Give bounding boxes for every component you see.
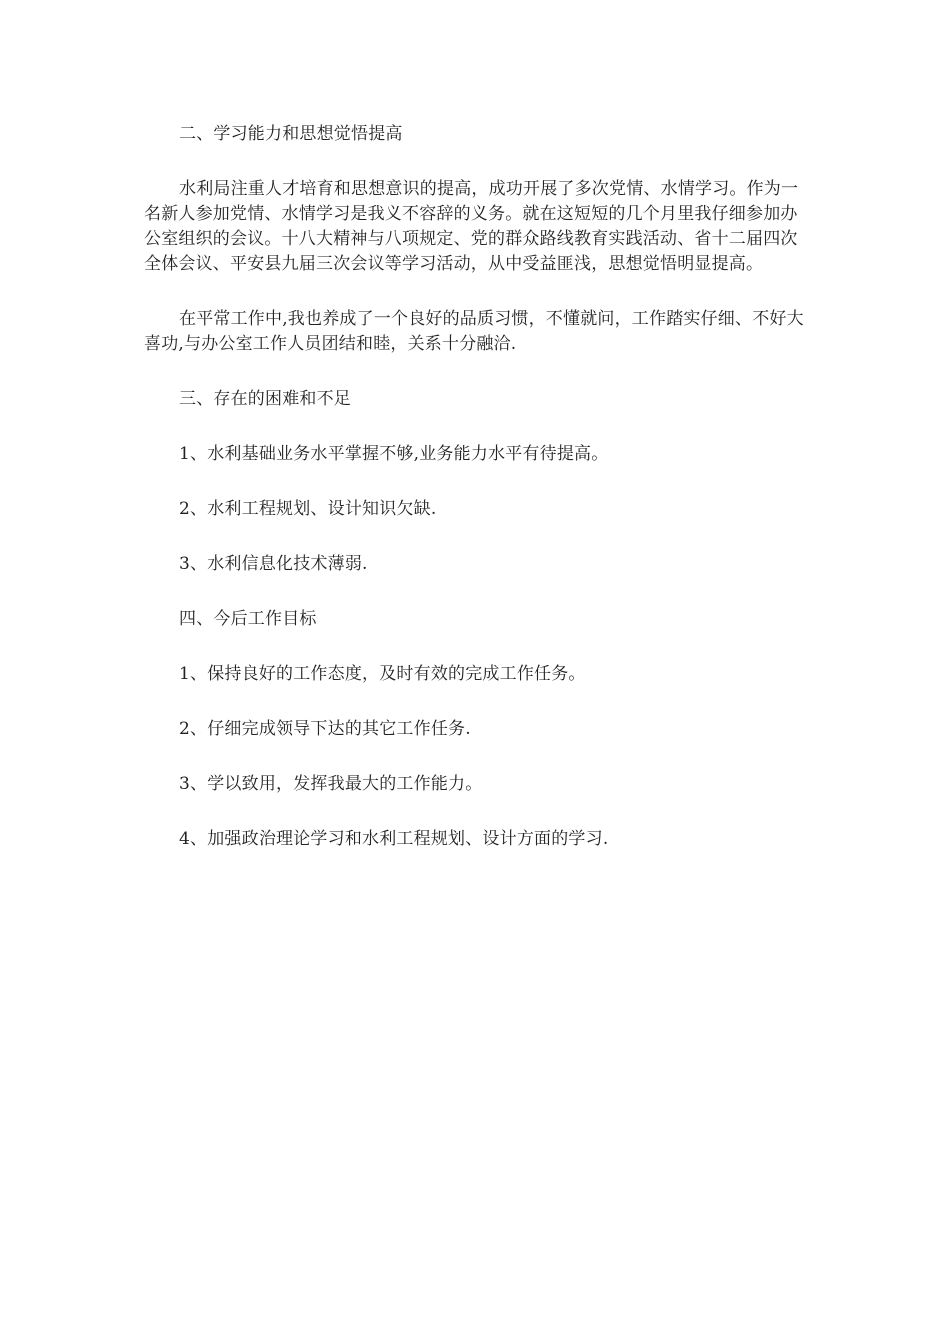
goal-item-2: 2、仔细完成领导下达的其它工作任务. [179,719,471,739]
goal-item-4: 4、加强政治理论学习和水利工程规划、设计方面的学习. [179,829,609,849]
difficulty-item-2: 2、水利工程规划、设计知识欠缺. [179,499,437,519]
paragraph-work-habits: 在平常工作中,我也养成了一个良好的品质习惯，不懂就问，工作踏实仔细、不好大喜功,与办公室工作人员团结和睦，关系十分融洽. [144,309,804,354]
difficulty-item-3: 3、水利信息化技术薄弱. [179,554,368,574]
section-heading-study: 二、学习能力和思想觉悟提高 [179,124,403,144]
section-heading-difficulties: 三、存在的困难和不足 [179,389,351,409]
paragraph-study-activities: 水利局注重人才培育和思想意识的提高，成功开展了多次党情、水情学习。作为一名新人参加党情、水情学习是我义不容辞的义务。就在这短短的几个月里我仔细参加办公室组织的会议。十八大精神与八项规定、党的群众路线教育实践活动、省十二届四次全体会议、平安县九届三次会议等学习活动，从中受益匪浅，思想觉悟明显提高。 [144,179,799,274]
section-heading-goals: 四、今后工作目标 [179,609,317,629]
document-body [144,122,814,882]
goal-item-1: 1、保持良好的工作态度，及时有效的完成工作任务。 [179,664,586,684]
goal-item-3: 3、学以致用，发挥我最大的工作能力。 [179,774,483,794]
difficulty-item-1: 1、水利基础业务水平掌握不够,业务能力水平有待提高。 [179,444,609,464]
